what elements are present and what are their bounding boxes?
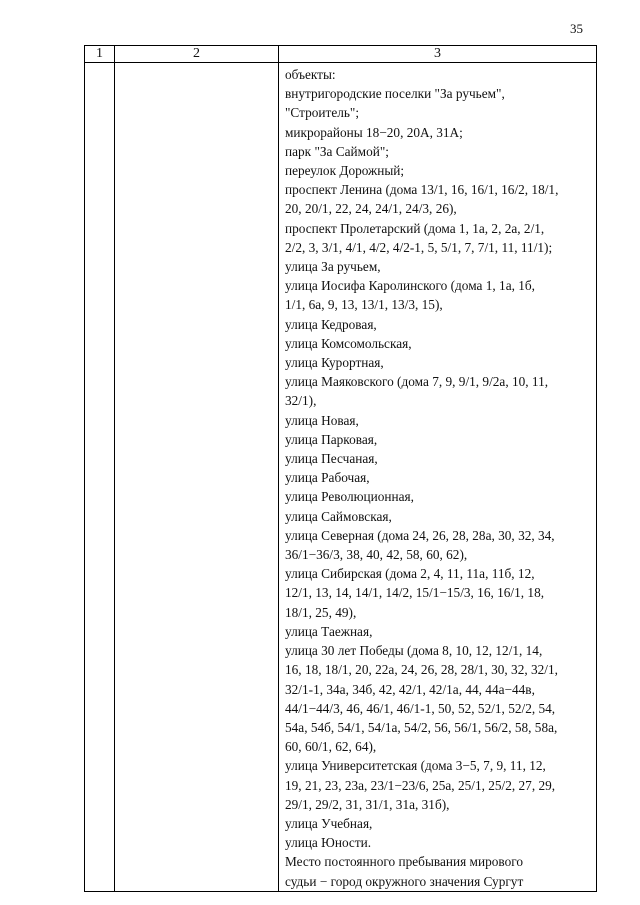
text-line: 44/1−44/3, 46, 46/1, 46/1-1, 50, 52, 52/1, 52/2, 54, <box>285 700 556 716</box>
text-line: 19, 21, 23, 23а, 23/1−23/6, 25а, 25/1, 25/2, 27, 29, <box>285 777 556 793</box>
text-line: 20, 20/1, 22, 24, 24/1, 24/3, 26), <box>285 201 457 217</box>
column-3-header: 3 <box>279 46 597 63</box>
text-line: 2/2, 3, 3/1, 4/1, 4/2, 4/2-1, 5, 5/1, 7, 7/1, 11, 11/1); <box>285 239 553 255</box>
text-line: улица Маяковского (дома 7, 9, 9/1, 9/2а, 10, 11, <box>285 374 549 390</box>
text-line: "Строитель"; <box>285 105 360 121</box>
text-line: 1/1, 6а, 9, 13, 13/1, 13/3, 15), <box>285 297 443 313</box>
text-line: 32/1), <box>285 393 317 409</box>
text-line: улица Парковая, <box>285 431 378 447</box>
text-line: улица За ручьем, <box>285 259 381 275</box>
text-line: улица Рабочая, <box>285 470 370 486</box>
text-line: судьи − город окружного значения Сургут <box>285 873 524 889</box>
page-number: 35 <box>570 21 583 36</box>
text-line: улица Иосифа Каролинского (дома 1, 1а, 1б, <box>285 278 535 294</box>
column-2-cell <box>115 63 279 892</box>
text-line: Место постоянного пребывания мирового <box>285 854 523 870</box>
text-line: объекты: <box>285 67 336 82</box>
text-line: улица Курортная, <box>285 355 384 371</box>
text-line: 32/1-1, 34а, 34б, 42, 42/1, 42/1а, 44, 44а−44в, <box>285 681 535 697</box>
text-line: парк "За Саймой"; <box>285 143 389 159</box>
text-line: улица Кедровая, <box>285 316 377 332</box>
text-line: улица Юности. <box>285 835 372 851</box>
column-2-header: 2 <box>115 46 279 63</box>
text-line: улица Песчаная, <box>285 451 378 467</box>
text-line: 60, 60/1, 62, 64), <box>285 739 377 755</box>
text-line: улица Таежная, <box>285 623 373 639</box>
text-line: улица Саймовская, <box>285 508 392 524</box>
text-line: 36/1−36/3, 38, 40, 42, 58, 60, 62), <box>285 547 468 563</box>
table-header-row <box>85 46 597 63</box>
table-row <box>85 63 597 892</box>
text-line: улица Сибирская (дома 2, 4, 11, 11а, 11б, 12, <box>285 566 535 582</box>
text-line: переулок Дорожный; <box>285 163 405 179</box>
text-line: улица Новая, <box>285 412 359 428</box>
text-line: 18/1, 25, 49), <box>285 604 357 620</box>
text-line: 54а, 54б, 54/1, 54/1а, 54/2, 56, 56/1, 56/2, 58, 58а, <box>285 719 558 735</box>
text-line: улица Революционная, <box>285 489 414 505</box>
text-line: микрорайоны 18−20, 20А, 31А; <box>285 124 463 140</box>
text-line: улица Северная (дома 24, 26, 28, 28а, 30, 32, 34, <box>285 527 555 543</box>
text-line: 16, 18, 18/1, 20, 22а, 24, 26, 28, 28/1, 30, 32, 32/1, <box>285 662 558 678</box>
text-line: улица Учебная, <box>285 815 373 831</box>
column-1-header: 1 <box>85 46 115 63</box>
text-line: проспект Пролетарский (дома 1, 1а, 2, 2а, 2/1, <box>285 220 545 236</box>
column-1-cell <box>85 63 115 892</box>
text-line: проспект Ленина (дома 13/1, 16, 16/1, 16/2, 18/1, <box>285 182 559 198</box>
text-line: внутригородские поселки "За ручьем", <box>285 86 505 102</box>
text-line: улица Комсомольская, <box>285 335 412 351</box>
text-line: улица Университетская (дома 3−5, 7, 9, 11, 12, <box>285 758 546 774</box>
text-line: 29/1, 29/2, 31, 31/1, 31а, 31б), <box>285 796 450 812</box>
text-line: улица 30 лет Победы (дома 8, 10, 12, 12/1, 14, <box>285 643 543 659</box>
text-line: 12/1, 13, 14, 14/1, 14/2, 15/1−15/3, 16, 16/1, 18, <box>285 585 545 601</box>
column-3-cell <box>279 63 597 892</box>
document-table <box>84 45 597 892</box>
